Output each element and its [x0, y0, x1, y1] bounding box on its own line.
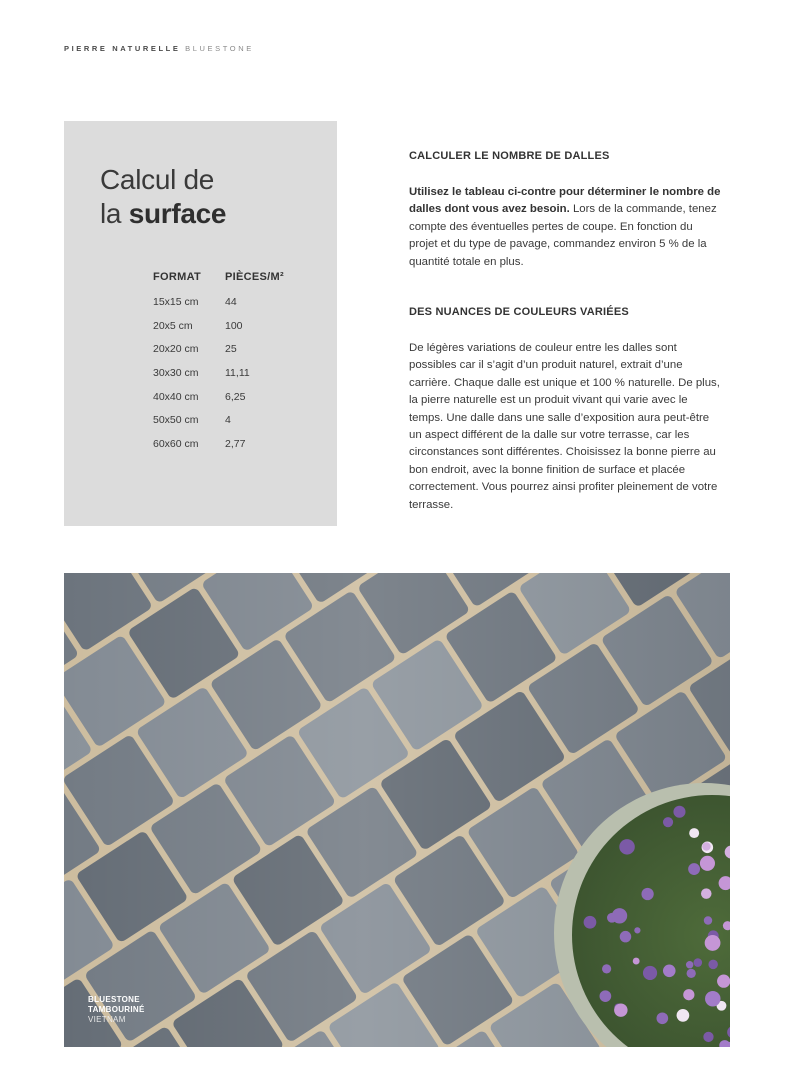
table-cell-pieces: 100 — [225, 319, 243, 332]
section-heading-count: CALCULER LE NOMBRE DE DALLES — [409, 150, 610, 162]
table-row — [153, 295, 284, 319]
flower — [663, 965, 676, 978]
flower — [694, 958, 703, 967]
section-paragraph-count — [409, 184, 721, 271]
flower — [602, 964, 611, 973]
table-cell-format: 60x60 cm — [153, 437, 199, 450]
flower — [683, 989, 694, 1000]
table-row — [153, 413, 284, 437]
table-row — [153, 366, 284, 390]
panel-title-line1: Calcul de — [100, 164, 215, 195]
caption-line3: VIETNAM — [88, 1015, 126, 1024]
table-cell-format: 20x5 cm — [153, 319, 193, 332]
section-paragraph-colors: De légères variations de couleur entre les dalles sont possibles car il s’agit d’un produit naturel, extrait d’une carrière. Chaque dalle est unique et 100 % naturelle. De plus, la pierre naturelle est un produit vivant qui varie avec le temps. Une dalle dans une salle d’exposition aura peut-être un aspect différent de la dalle sur votre terrasse, car les circonstances sont différentes. Choisissez la bonne pierre au bon endroit, avec la bonne finition de surface et placée correctement. Vous pourrez ainsi profiter pleinement de votre terrasse. — [409, 342, 720, 511]
header-section: PIERRE NATURELLE — [64, 44, 181, 53]
table-cell-format: 40x40 cm — [153, 390, 199, 403]
flower — [634, 927, 640, 933]
flower — [689, 828, 699, 838]
flower — [705, 935, 721, 951]
flower — [702, 842, 711, 851]
flower — [641, 888, 653, 900]
flower — [677, 1009, 690, 1022]
table-cell-format: 50x50 cm — [153, 414, 199, 427]
flower — [704, 916, 712, 924]
panel-title-line2 — [100, 197, 226, 231]
panel-title-plain: la — [100, 198, 129, 229]
flower — [688, 863, 700, 875]
panel-title-bold: surface — [128, 198, 227, 229]
table-cell-format: 15x15 cm — [153, 295, 199, 308]
flower — [614, 1003, 627, 1016]
paragraph-body: Lors de la commande, tenez compte des éventuelles pertes de coupe. En fonction du projet et du type de pavage, commandez environ 5 % de la quantité totale en plus. — [409, 203, 717, 268]
flower — [708, 960, 718, 970]
table-cell-pieces: 44 — [225, 295, 237, 308]
flower — [701, 888, 712, 899]
panel-title — [100, 163, 226, 231]
flower — [656, 1012, 668, 1024]
flower — [717, 975, 730, 988]
flower — [600, 990, 612, 1002]
flower — [612, 908, 627, 923]
bluestone-paving-photo — [64, 573, 730, 1047]
table-row — [153, 319, 284, 343]
caption-line1: BLUESTONE — [88, 995, 140, 1004]
flower — [663, 817, 673, 827]
header-product: BLUESTONE — [185, 44, 254, 53]
table-row — [153, 342, 284, 366]
flower — [643, 966, 657, 980]
table-cell-pieces: 2,77 — [225, 437, 246, 450]
flower — [620, 931, 631, 942]
surface-calculation-panel — [64, 121, 337, 526]
table-header-pieces: PIÈCES/M² — [225, 271, 284, 283]
flower — [584, 916, 597, 929]
section-heading-colors: DES NUANCES DE COULEURS VARIÉES — [409, 306, 629, 318]
table-cell-format: 30x30 cm — [153, 366, 199, 379]
flower — [633, 958, 640, 965]
paragraph-lead: Utilisez le tableau ci-contre pour déterminer le nombre de dalles dont vous avez besoin. — [409, 186, 721, 216]
flower — [687, 969, 696, 978]
flower — [673, 806, 685, 818]
flower — [619, 839, 634, 854]
table-cell-pieces: 11,11 — [225, 366, 250, 379]
flower — [686, 961, 693, 968]
table-cell-pieces: 25 — [225, 343, 237, 356]
flower — [705, 991, 720, 1006]
photo-caption — [88, 995, 145, 1025]
flower — [700, 856, 715, 871]
table-header-format: FORMAT — [153, 271, 202, 283]
table-row — [153, 437, 284, 461]
table-cell-pieces: 4 — [225, 414, 231, 427]
table-cell-format: 20x20 cm — [153, 343, 199, 356]
flower — [703, 1032, 713, 1042]
table-header-row — [153, 271, 284, 295]
table-cell-pieces: 6,25 — [225, 390, 246, 403]
tile-size-table — [153, 271, 284, 461]
running-header — [64, 44, 254, 53]
paving-illustration — [64, 573, 730, 1047]
table-row — [153, 390, 284, 414]
caption-line2: TAMBOURINÉ — [88, 1005, 145, 1014]
